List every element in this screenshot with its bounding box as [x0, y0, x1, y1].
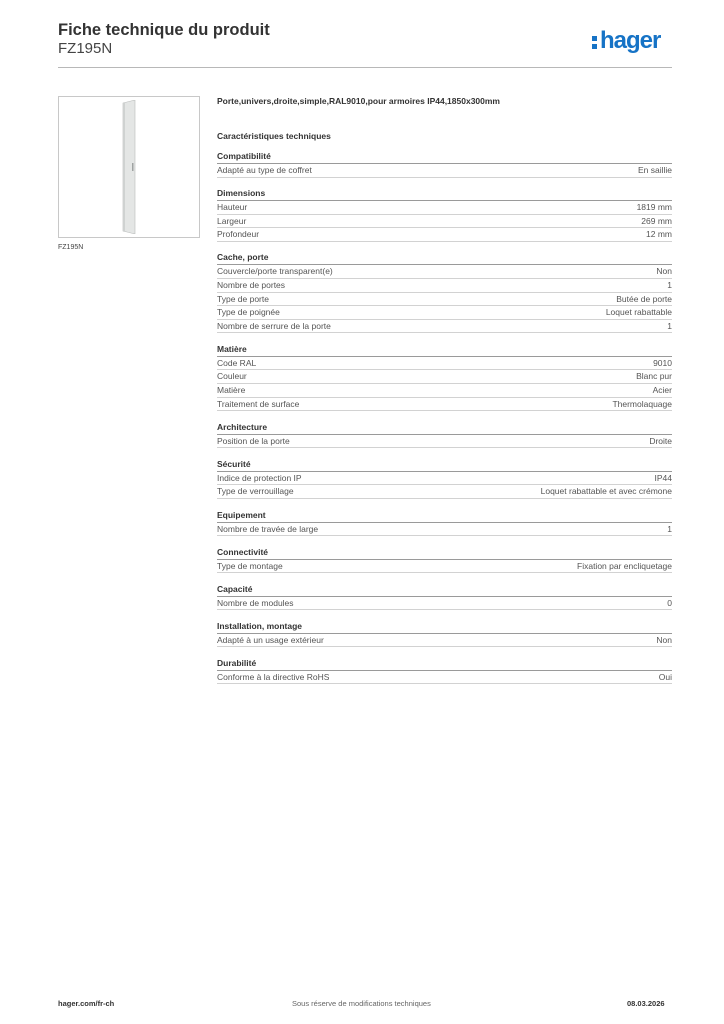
spec-group: [217, 657, 672, 685]
spec-group-title: Sécurité: [217, 458, 672, 472]
hager-logo: [592, 27, 660, 55]
spec-row: [217, 384, 672, 398]
spec-label: Code RAL: [217, 357, 257, 368]
spec-group: [217, 546, 672, 574]
spec-label: Adapté à un usage extérieur: [217, 634, 324, 645]
spec-row: [217, 435, 672, 449]
spec-label: Traitement de surface: [217, 398, 300, 409]
spec-value: Non: [656, 634, 672, 645]
spec-label: Nombre de modules: [217, 597, 294, 608]
spec-group-title: Architecture: [217, 421, 672, 435]
spec-row: [217, 671, 672, 685]
spec-row: [217, 201, 672, 215]
spec-value: 1: [667, 320, 672, 331]
spec-row: [217, 634, 672, 648]
spec-row: [217, 398, 672, 412]
spec-value: 1: [667, 279, 672, 290]
footer-website: hager.com/fr-ch: [58, 999, 115, 1008]
spec-value: 269 mm: [641, 215, 672, 226]
spec-value: Blanc pur: [636, 371, 672, 382]
spec-label: Type de verrouillage: [217, 486, 294, 497]
logo-text: hager: [600, 27, 661, 54]
spec-label: Nombre de travée de large: [217, 523, 319, 534]
spec-value: Oui: [658, 671, 672, 682]
spec-label: Indice de protection IP: [217, 472, 302, 483]
spec-label: Nombre de serrure de la porte: [217, 320, 331, 331]
spec-group-title: Matière: [217, 343, 672, 357]
spec-value: Thermolaquage: [612, 398, 672, 409]
spec-row: [217, 279, 672, 293]
spec-group-title: Compatibilité: [217, 150, 672, 164]
spec-row: [217, 370, 672, 384]
spec-label: Type de poignée: [217, 307, 280, 318]
spec-group-title: Dimensions: [217, 187, 672, 201]
spec-value: Non: [656, 266, 672, 277]
spec-row: [217, 164, 672, 178]
spec-group: [217, 509, 672, 537]
spec-label: Position de la porte: [217, 435, 290, 446]
spec-label: Conforme à la directive RoHS: [217, 671, 330, 682]
spec-label: Largeur: [217, 215, 247, 226]
spec-group: [217, 251, 672, 333]
spec-value: Acier: [652, 385, 672, 396]
product-description: Porte,univers,droite,simple,RAL9010,pour armoires IP44,1850x300mm: [217, 96, 500, 106]
spec-group: [217, 150, 672, 178]
spec-group-title: Capacité: [217, 583, 672, 597]
product-image-frame: [58, 96, 200, 238]
spec-row: [217, 597, 672, 611]
spec-label: Adapté au type de coffret: [217, 165, 312, 175]
spec-group: [217, 343, 672, 411]
spec-row: [217, 293, 672, 307]
spec-value: Butée de porte: [616, 293, 672, 304]
spec-row: [217, 306, 672, 320]
spec-group-title: Durabilité: [217, 657, 672, 671]
product-image-caption: FZ195N: [58, 244, 84, 251]
spec-group: [217, 421, 672, 449]
spec-value: Loquet rabattable et avec crémone: [540, 486, 672, 497]
spec-value: Loquet rabattable: [605, 307, 672, 318]
spec-label: Couleur: [217, 371, 247, 382]
spec-group-title: Equipement: [217, 509, 672, 523]
spec-value: 0: [667, 597, 672, 608]
spec-label: Profondeur: [217, 229, 260, 240]
spec-row: [217, 485, 672, 499]
spec-group: [217, 620, 672, 648]
spec-row: [217, 228, 672, 242]
spec-value: Fixation par encliquetage: [577, 560, 672, 571]
spec-group-title: Installation, montage: [217, 620, 672, 634]
spec-value: IP44: [654, 472, 672, 483]
spec-group: [217, 583, 672, 611]
spec-group: [217, 458, 672, 499]
spec-value: Droite: [649, 435, 672, 446]
spec-value: 1819 mm: [636, 202, 672, 213]
spec-value: En saillie: [637, 165, 672, 175]
spec-label: Type de montage: [217, 560, 283, 571]
footer-notice: Sous réserve de modifications techniques: [292, 999, 431, 1008]
logo-dots-icon: [592, 32, 598, 50]
spec-group: [217, 187, 672, 242]
spec-group-title: Connectivité: [217, 546, 672, 560]
spec-label: Hauteur: [217, 202, 248, 213]
spec-group-title: Cache, porte: [217, 251, 672, 265]
spec-row: [217, 472, 672, 486]
spec-row: [217, 215, 672, 229]
spec-table: [217, 150, 672, 694]
tech-specs-heading: Caractéristiques techniques: [217, 131, 331, 141]
footer-date: 08.03.2026: [627, 999, 665, 1008]
spec-value: 1: [667, 523, 672, 534]
spec-row: [217, 560, 672, 574]
header-divider: [58, 67, 672, 68]
spec-row: [217, 320, 672, 334]
door-panel-image: [122, 100, 136, 234]
spec-row: [217, 357, 672, 371]
spec-label: Couvercle/porte transparent(e): [217, 266, 333, 277]
spec-value: 9010: [653, 357, 672, 368]
page-title: Fiche technique du produit: [58, 21, 270, 39]
spec-label: Type de porte: [217, 293, 269, 304]
product-reference: FZ195N: [58, 40, 113, 57]
spec-row: [217, 523, 672, 537]
spec-value: 12 mm: [646, 229, 672, 240]
spec-label: Matière: [217, 385, 246, 396]
spec-label: Nombre de portes: [217, 279, 286, 290]
spec-row: [217, 265, 672, 279]
